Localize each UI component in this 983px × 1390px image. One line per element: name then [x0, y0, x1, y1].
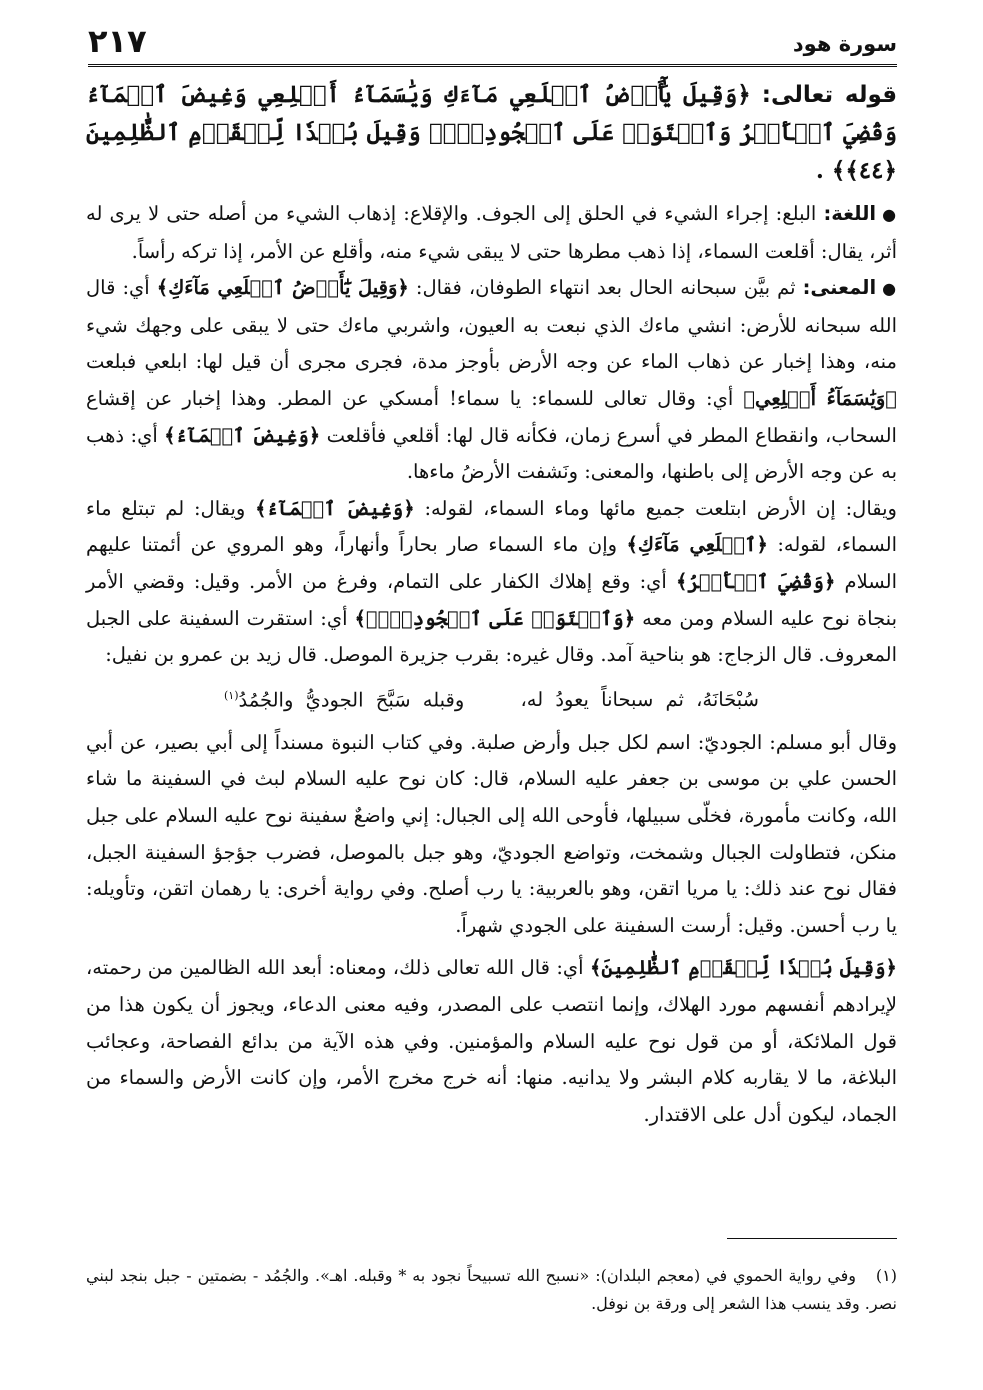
- maana-label: المعنى:: [802, 276, 877, 300]
- quran-quote: ﴿وَقِيلَ بُعۡدٗا لِّلۡقَوۡمِ ٱلظَّٰلِمِينَ﴾: [589, 956, 897, 980]
- maana-text: ويقال: لم تبتلع ماء السماء، لقوله:: [86, 496, 898, 557]
- quran-quote: ﴿ٱبۡلَعِي مَآءَكِ﴾: [626, 533, 768, 557]
- footnote-marker: (١): [875, 1266, 898, 1285]
- bullet-icon: ●: [882, 279, 897, 299]
- poem-verse: [86, 678, 897, 719]
- footnote-item: [86, 1262, 897, 1318]
- maana-text: أي: استقرت السفينة على الجبل المعروف. قال الزجاج: هو بناحية آمد. وقال غيره: بقرب جزيرة الموصل. قال زيد بن عمرو بن نفيل:: [86, 606, 897, 667]
- footnotes: [86, 1262, 897, 1318]
- poem-left-text: وقبله سَبَّحَ الجوديُّ والجُمُدُ: [238, 688, 465, 712]
- lugha-label: اللغة:: [823, 202, 877, 225]
- page-number: ٢١٧: [88, 22, 147, 60]
- quran-quote: ﴿وَغِيضَ ٱلۡمَآءُ﴾: [164, 423, 321, 447]
- bullet-icon: ●: [882, 205, 897, 224]
- paragraph-text: أي: قال الله تعالى ذلك، ومعناه: أبعد الله الظالمين من رحمته، لإيرادهم أنفسهم مورد الهلاك، وإنما انتصب على المصدر، وفيه معنى الدعاء، ويجوز أن يكون هذا من قول الملائكة، أو من قول نوح عليه السلام والمؤمنين. وفي هذه الآية من بدائع الفصاحة، وعجائب البلاغة، ما لا يقاربه كلام البشر ولا يدانيه. منها: أنه خرج مخرج الأمر، وإن كانت الأرض والسماء من الجماد، ليكون أدل على الاقتدار.: [86, 956, 897, 1126]
- main-text: [86, 76, 897, 1133]
- maana-paragraph-2: [86, 491, 897, 674]
- quran-quote: ﴿وَغِيضَ ٱلۡمَآءُ﴾: [255, 496, 415, 520]
- maana-text: أي: وقع إهلاك الكفار على التمام، وفرغ من الأمر. وقيل: وقضي الأمر بنجاة نوح عليه السلام ومن معه: [86, 569, 897, 630]
- jubal-paragraph: [86, 725, 897, 945]
- quran-quote: ﴿وَيَٰسَمَآءُ أَقۡلِعِي﴾: [743, 386, 897, 410]
- verse-text: ﴿وَقِيلَ يَٰٓأَرۡضُ ٱبۡلَعِي مَآءَكِ وَيَٰسَمَآءُ أَقۡلِعِي وَغِيضَ ٱلۡمَآءُ وَقُضِيَ ٱلۡأَمۡرُ وَٱسۡتَوَتۡ عَلَى ٱلۡجُودِيِّۖ وَقِيلَ بُعۡدٗا لِّلۡقَوۡمِ ٱلظَّٰلِمِينَ ﴿٤٤﴾﴾ .: [86, 81, 897, 184]
- footnote-divider: [727, 1238, 897, 1239]
- verse-label: قوله تعالى:: [761, 82, 897, 108]
- footnote-text: وفي رواية الحموي في (معجم البلدان): «نسبح الله تسبيحاً نجود به * وقبله. اهـ». والجُمُد - بضمتين - جبل بنجد لبني نصر. وقد ينسب هذا الشعر إلى ورقة بن نوفل.: [86, 1266, 897, 1313]
- maana-text: أي: قال الله سبحانه للأرض: انشي ماءك الذي نبعت به العيون، واشربي ماءك حتى لا يبقى على وجهك شيء منه، وهذا إخبار عن ذهاب الماء عن وجه الأرض بأوجز مدة، فجرى مجرى أن قيل لها: ابلعي فبلعت: [86, 276, 897, 374]
- maana-text: ويقال: إن الأرض ابتلعت جميع مائها وماء السماء، لقوله:: [414, 496, 897, 520]
- poem-left-hemistich: [224, 678, 464, 719]
- lugha-paragraph: [86, 196, 897, 270]
- maana-text: أي: ذهب به عن وجه الأرض إلى باطنها، والمعنى: ونَشفت الأرضُ ماءها.: [86, 423, 897, 484]
- quran-quote: ﴿وَقُضِيَ ٱلۡأَمۡرُ﴾: [676, 569, 836, 593]
- quran-quote: ﴿وَٱسۡتَوَتۡ عَلَى ٱلۡجُودِيِّۖ﴾: [354, 606, 636, 630]
- footnote-reference[interactable]: (١): [223, 688, 239, 702]
- quran-quote: ﴿وَقِيلَ يَٰٓأَرۡضُ ٱبۡلَعِي مَآءَكِ﴾: [156, 276, 409, 300]
- maana-text: وإن ماء السماء صار بحاراً وأنهاراً، وهو المروي عن أئمتنا عليهم السلام: [86, 533, 897, 593]
- paragraph-text: وقال أبو مسلم: الجوديّ: اسم لكل جبل وأرض صلبة. وفي كتاب النبوة مسنداً إلى أبي بصير، عن أبي الحسن علي بن موسى بن جعفر عليه السلام، قال: كان نوح عليه السلام لبث في السفينة ما شاء الله، وكانت مأمورة، فخلّى سبيلها، فأوحى الله إلى الجبال: إني واضعٌ سفينة نوح عليه السلام على جبل منكن، فتطاولت الجبال وشمخت، وتواضع الجوديّ، وهو جبل بالموصل، فضرب جؤجؤ السفينة الجبل، فقال نوح عند ذلك: يا مريا اتقن، وهو بالعربية: يا رب أصلح. وفي رواية أخرى: يا رهمان اتقن، وتأويله: يا رب أحسن. وقيل: أرست السفينة على الجودي شهراً.: [86, 730, 897, 937]
- maana-text: أي: وقال تعالى للسماء: يا سماء! أمسكي عن المطر. وهذا إخبار عن إقشاع السحاب، وانقطاع المطر في أسرع زمان، فكأنه قال لها: أقلعي فأقلعت: [86, 386, 897, 447]
- page-header: [88, 22, 897, 67]
- poem-right-hemistich: سُبْحَانَهُ، ثم سبحاناً يعودُ له،: [520, 688, 760, 712]
- verse-heading: [86, 76, 897, 190]
- surah-title: سورة هود: [792, 32, 897, 56]
- maana-text: ثم بيَّن سبحانه الحال بعد انتهاء الطوفان، فقال:: [408, 276, 796, 300]
- bu3dan-paragraph: [86, 950, 897, 1133]
- maana-paragraph: [86, 270, 897, 491]
- lugha-text: البلع: إجراء الشيء في الحلق إلى الجوف. والإقلاع: إذهاب الشيء من أصله حتى لا يرى له أثر، يقال: أقلعت السماء، إذا ذهب مطرها حتى لا يبقى شيء منه، وأقلع عن الأمر، إذا تركه رأساً.: [86, 202, 897, 263]
